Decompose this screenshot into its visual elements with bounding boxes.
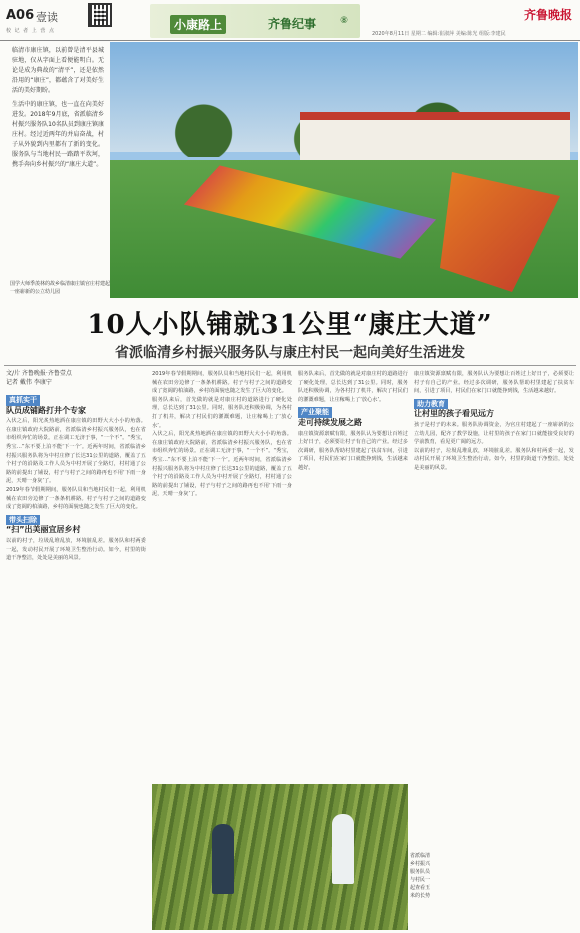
paragraph: 入伏之后，阳光炙热地洒在康庄镇的田野大大小小的角落。在康庄镇政府大院路前，省派临清乡村振兴服务队，也在省市组织奔忙的场景。正在调工无济于事，“一个不”。“秀宝，秀宝…”东不要上泊不能‘下一个’。近两年时间，省派临清乡村振兴服务队将为中村庄修了长达31公里的道路，覆盖了五个村子的沿路及工作人员为中村开展了全路灯，村村通了公路的前提出了铺设，村子与村子之间的路再也不用‘下雨一身泥，天晴一身灰’了。 bbox=[152, 431, 292, 498]
photo-corn-field bbox=[152, 784, 408, 930]
headline-rule bbox=[4, 365, 576, 366]
paper-logo: 齐鲁晚报 bbox=[524, 8, 573, 22]
article-column-1 bbox=[6, 392, 146, 928]
byline-source: 文/片 齐鲁晚报·齐鲁壹点 bbox=[6, 370, 72, 377]
masthead bbox=[0, 0, 580, 40]
section-tag-2: 带头扫除 bbox=[6, 515, 40, 526]
dateline: 2020年8月11日 星期二 编辑:崔淑萍 美编:陈光 组版:李建民 bbox=[372, 31, 506, 37]
paragraph: 服务队来后，首先做的就是对康庄村的道路进行了硬化处理，总长达到了31公里。同时，服务队还积极协调，为各村打了机井，解决了村民们的灌溉难题，让庄稼喝上了‘放心水’。 bbox=[298, 371, 408, 403]
paragraph: 2019年春节假期期间，服务队员和当地村民们一起，利用机械在农田旁边修了一条条机耕路。村子与村子之间的道路变成了宽阔的柏油路，乡村的面貌也随之发生了巨大的变化。 bbox=[6, 486, 146, 511]
banner-number: ⑧ bbox=[340, 16, 349, 26]
qr-code-pattern bbox=[94, 9, 106, 21]
photo-caption: 国学大师季羡林的故乡临清康庄镇官庄村建起一座崭新的公立幼儿园 bbox=[10, 281, 111, 295]
main-photo bbox=[110, 42, 578, 298]
section-title-4: 让村里的孩子看见远方 bbox=[414, 409, 494, 419]
article-column-2 bbox=[152, 370, 292, 780]
section-name: 壹读 bbox=[36, 11, 58, 24]
section-tag-4: 助力教育 bbox=[414, 399, 448, 410]
paragraph: 服务队来后，首先做的就是对康庄村的道路进行了硬化处理，总长达到了31公里。同时，服务队还积极协调，为各村打了机井，解决了村民们的灌溉难题，让庄稼喝上了‘放心水’。 bbox=[152, 396, 292, 429]
section-title-1: 队员成铺路打井个专家 bbox=[6, 405, 86, 415]
paragraph: 孩子是村子的未来。服务队协调资金，为官庄村建起了一座崭新的公立幼儿园，配齐了教学设施，让村里的孩子在家门口就能接受良好的学前教育，看见更广阔的远方。 bbox=[414, 421, 574, 446]
page-number: A06 bbox=[6, 8, 35, 23]
section-tag-3: 产业聚能 bbox=[298, 407, 332, 418]
banner-title: 小康路上 bbox=[170, 15, 226, 34]
headline: 10人小队铺就31公里“康庄大道” bbox=[87, 310, 493, 340]
byline-reporters: 记者 戴伟 李康宁 bbox=[6, 379, 52, 386]
editor-line: 校 记 者 上 营 点 bbox=[6, 28, 55, 34]
lead-body: 生活中的康庄镇，也一直在向美好进发。2018年9月底，省派临清乡村振兴服务队10名队员到康庄镇康庄村。经过近两年的并肩奋战，村子从外貌到内里都有了新的变化。服务队与当地村民一路踏平坎坷，携手奔向乡村振兴的“康庄大道”。 bbox=[12, 101, 104, 168]
lead-intro: 临清市康庄镇，以前曾是清平县城驻地，仅从字面上看便能明白。无论是成为典故的“清平”，还是依然沿用的“康庄”，都蕴含了对美好生活的美好期盼。 bbox=[12, 47, 104, 94]
header-rule bbox=[0, 40, 580, 41]
subheadline: 省派临清乡村振兴服务队与康庄村民一起向美好生活进发 bbox=[115, 345, 465, 361]
section-title-3: 走可持续发展之路 bbox=[298, 417, 362, 427]
cornfield-photo bbox=[152, 784, 408, 930]
byline bbox=[6, 369, 72, 387]
photo-person bbox=[332, 814, 354, 884]
section-title-2: “扫”出美丽宜居乡村 bbox=[6, 525, 81, 535]
lead-box bbox=[4, 42, 111, 298]
paragraph: 康庄镇资源禀赋有限，服务队认为要想让百姓过上好日子，必须要让村子有自己的产业。经过多次调研，服务队帮助村里建起了扶贫车间，引进了项目，村民们在家门口就能挣到钱，生活越来越好。 bbox=[414, 371, 574, 395]
section-tag-1: 真抓实干 bbox=[6, 395, 40, 406]
article-column-3 bbox=[298, 370, 408, 780]
paragraph: 2019年春节假期期间，服务队员和当地村民们一起，利用机械在农田旁边修了一条条机耕路。村子与村子之间的道路变成了宽阔的柏油路，乡村的面貌也随之发生了巨大的变化。 bbox=[152, 371, 292, 395]
paragraph: 以前的村子，垃圾乱堆乱放，环境脏乱差。服务队和村两委一起，发动村民开展了环境卫生整治行动。如今，村里的街道干净整洁，处处是美丽的风景。 bbox=[6, 537, 146, 562]
paragraph: 入伏之后，阳光炙热地洒在康庄镇的田野大大小小的角落。在康庄镇政府大院路前，省派临清乡村振兴服务队，也在省市组织奔忙的场景。正在调工无济于事，“一个不”。“秀宝，秀宝…”东不要上泊不能‘下一个’。近两年时间，省派临清乡村振兴服务队将为中村庄修了长达31公里的道路，覆盖了五个村子的沿路及工作人员为中村开展了全路灯，村村通了公路的前提出了铺设，村子与村子之间的路再也不用‘下雨一身泥，天晴一身灰’了。 bbox=[6, 418, 146, 485]
cornfield-photo-caption: 省派临清乡村振兴服务队员与村民一起查看玉米的长势 bbox=[410, 853, 431, 899]
paragraph: 康庄镇资源禀赋有限，服务队认为要想让百姓过上好日子，必须要让村子有自己的产业。经过多次调研，服务队帮助村里建起了扶贫车间，引进了项目，村民们在家门口就能挣到钱，生活越来越好。 bbox=[298, 430, 408, 471]
paragraph: 以前的村子，垃圾乱堆乱放，环境脏乱差。服务队和村两委一起，发动村民开展了环境卫生整治行动。如今，村里的街道干净整洁，处处是美丽的风景。 bbox=[414, 447, 574, 471]
banner-subtitle: 齐鲁纪事 bbox=[268, 17, 317, 31]
photo-person bbox=[212, 824, 234, 894]
article-column-4 bbox=[414, 370, 574, 928]
